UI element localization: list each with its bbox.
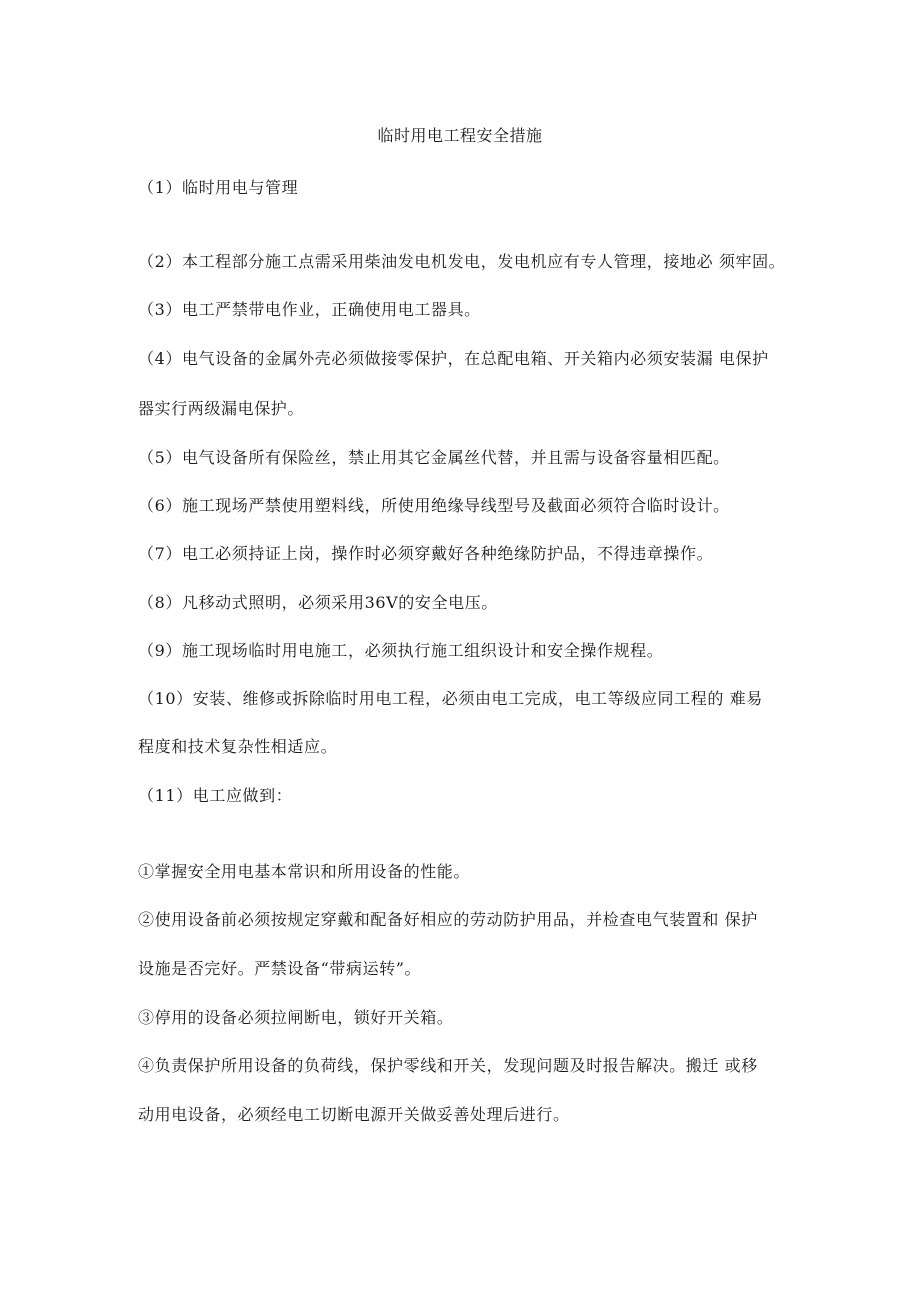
paragraph-line: （6）施工现场严禁使用塑料线，所使用绝缘导线型号及截面必须符合临时设计。 [138, 496, 730, 515]
document-title: 临时用电工程安全措施 [377, 126, 543, 145]
paragraph-line: （4）电气设备的金属外壳必须做接零保护，在总配电箱、开关箱内必须安装漏 电保护 [138, 349, 769, 368]
paragraph-line: ④负责保护所用设备的负荷线，保护零线和开关，发现问题及时报告解决。搬迁 或移 [138, 1056, 758, 1075]
paragraph-line: ③停用的设备必须拉闸断电，锁好开关箱。 [138, 1008, 454, 1027]
paragraph-line: ①掌握安全用电基本常识和所用设备的性能。 [138, 862, 471, 881]
paragraph-line: 器实行两级漏电保护。 [138, 399, 305, 418]
paragraph-line: ②使用设备前必须按规定穿戴和配备好相应的劳动防护用品，并检查电气装置和 保护 [138, 910, 758, 929]
paragraph-line: （7）电工必须持证上岗，操作时必须穿戴好各种绝缘防护品，不得违章操作。 [138, 544, 714, 563]
paragraph-line: （2）本工程部分施工点需采用柴油发电机发电，发电机应有专人管理，接地必 须牢固。 [138, 252, 786, 271]
paragraph-line: （8）凡移动式照明，必须采用36V的安全电压。 [138, 593, 498, 612]
paragraph-line: （11）电工应做到： [138, 786, 293, 805]
paragraph-line: 程度和技术复杂性相适应。 [138, 737, 338, 756]
paragraph-line: （9）施工现场临时用电施工，必须执行施工组织设计和安全操作规程。 [138, 641, 664, 660]
paragraph-line: 设施是否完好。严禁设备“带病运转”。 [138, 959, 422, 978]
paragraph-line: （10）安装、维修或拆除临时用电工程，必须由电工完成，电工等级应同工程的 难易 [138, 689, 763, 708]
paragraph-line: 动用电设备，必须经电工切断电源开关做妥善处理后进行。 [138, 1105, 570, 1124]
paragraph-line: （5）电气设备所有保险丝，禁止用其它金属丝代替，并且需与设备容量相匹配。 [138, 448, 730, 467]
paragraph-line: （1）临时用电与管理 [138, 178, 299, 197]
paragraph-line: （3）电工严禁带电作业，正确使用电工器具。 [138, 300, 481, 319]
